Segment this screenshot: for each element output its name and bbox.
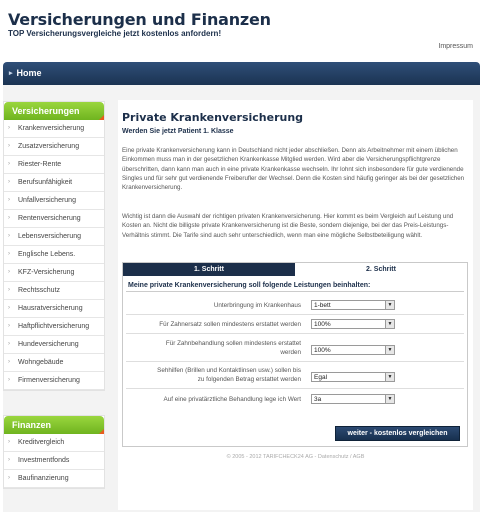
chevron-down-icon[interactable]: ▼: [385, 301, 394, 309]
sidebar-item-label: Haftpflichtversicherung: [18, 323, 90, 330]
sidebar-item[interactable]: [4, 246, 104, 264]
zahnersatz-select[interactable]: 100% ▼: [311, 319, 395, 329]
sidebar-item[interactable]: [4, 354, 104, 372]
chevron-right-icon: ›: [8, 287, 10, 293]
zahnbehandlung-select[interactable]: 100% ▼: [311, 345, 395, 355]
sidebar-item-label: Krankenversicherung: [18, 125, 85, 132]
site-header: [0, 0, 489, 58]
site-subtitle: TOP Versicherungsvergleiche jetzt kostenlos anfordern!: [8, 29, 222, 38]
chevron-right-icon: ›: [8, 341, 10, 347]
sidebar-item-label: Hundeversicherung: [18, 341, 79, 348]
chevron-right-icon: ›: [8, 323, 10, 329]
main-content: [118, 100, 473, 510]
chevron-right-icon: ›: [8, 457, 10, 463]
page-subtitle: Werden Sie jetzt Patient 1. Klasse: [122, 128, 234, 135]
sidebar-item-label: Wohngebäude: [18, 359, 64, 366]
sidebar-item[interactable]: [4, 300, 104, 318]
sidebar-item[interactable]: [4, 210, 104, 228]
row-divider: [126, 333, 464, 334]
chevron-right-icon: ›: [8, 143, 10, 149]
sidebar-versicherungen-title: Versicherungen: [4, 102, 104, 120]
chevron-right-icon: ›: [8, 251, 10, 257]
sidebar-item-label: Lebensversicherung: [18, 233, 82, 240]
sidebar-item[interactable]: [4, 264, 104, 282]
sidebar-item[interactable]: [4, 470, 104, 488]
chevron-right-icon: ›: [8, 125, 10, 131]
sidebar-item-label: Investmentfonds: [18, 457, 70, 464]
sidebar-item-label: Baufinanzierung: [18, 475, 69, 482]
submit-compare-button[interactable]: weiter - kostenlos vergleichen: [335, 426, 460, 441]
chevron-right-icon: ›: [8, 475, 10, 481]
row-divider: [126, 361, 464, 362]
form-divider: [126, 291, 464, 292]
sidebar-item-label: KFZ-Versicherung: [18, 269, 75, 276]
sidebar-item[interactable]: [4, 174, 104, 192]
chevron-right-icon: ›: [8, 197, 10, 203]
chevron-down-icon[interactable]: ▼: [385, 373, 394, 381]
unterbringung-select[interactable]: 1-bett ▼: [311, 300, 395, 310]
sidebar-item[interactable]: [4, 138, 104, 156]
chevron-right-icon: ›: [8, 215, 10, 221]
sidebar-item-label: Englische Lebens.: [18, 251, 76, 258]
sidebar-item-label: Firmenversicherung: [18, 377, 80, 384]
sidebar-item[interactable]: [4, 120, 104, 138]
sehhilfen-select[interactable]: Egal ▼: [311, 372, 395, 382]
chevron-down-icon[interactable]: ▼: [385, 395, 394, 403]
form-label: Auf eine privatärztliche Behandlung lege ich Wert: [163, 396, 301, 403]
tab-step-2[interactable]: 2. Schritt: [295, 263, 467, 276]
site-title[interactable]: Versicherungen und Finanzen: [8, 10, 271, 29]
sidebar-item-label: Riester-Rente: [18, 161, 62, 168]
sidebar-finanzen: [3, 415, 105, 489]
sidebar-item-label: Hausratversicherung: [18, 305, 83, 312]
form-steps: [123, 263, 467, 276]
form-label: Sehhilfen (Brillen und Kontaktlinsen usw.) sollen bis zu folgenden Betrag erstattet werden: [157, 367, 301, 384]
sidebar-item-label: Berufsunfähigkeit: [18, 179, 73, 186]
chevron-right-icon: ›: [8, 439, 10, 445]
sidebar-item[interactable]: [4, 372, 104, 390]
form-heading: Meine private Krankenversicherung soll folgende Leistungen beinhalten:: [128, 282, 371, 289]
sidebar-item[interactable]: [4, 228, 104, 246]
chevron-right-icon: ›: [8, 359, 10, 365]
sidebar-item[interactable]: [4, 192, 104, 210]
sidebar-item[interactable]: [4, 318, 104, 336]
nav-home-link[interactable]: [9, 68, 42, 78]
row-divider: [126, 314, 464, 315]
sidebar-item[interactable]: [4, 452, 104, 470]
nav-home-label: Home: [16, 68, 42, 78]
chevron-down-icon[interactable]: ▼: [385, 346, 394, 354]
chevron-right-icon: ›: [8, 233, 10, 239]
comparison-form: [122, 262, 468, 447]
sidebar-item[interactable]: [4, 336, 104, 354]
tab-step-1[interactable]: 1. Schritt: [123, 263, 295, 276]
intro-paragraph: Eine private Krankenversicherung kann in Deutschland nicht jeder abschließen. Denn als Arbeitnehmer mit einem üblichen Einkommen muss man in der gesetzlichen Krankenkasse Mitglied werden. Wird aber die Versicherungspflichtgrenze überschritten, dann kann man auch in eine private Krankenkasse wechseln. Ihr lohnt sich insbesondere für gute verdienende Singles und für sehr gut verdienende Freiberufler der Wechsel. Denn die Kosten sind häufig geringer als bei der gesetzlichen Krankenversicherung.: [122, 147, 465, 192]
chevron-down-icon[interactable]: ▼: [385, 320, 394, 328]
privatarzt-select[interactable]: 3a ▼: [311, 394, 395, 404]
sidebar-item[interactable]: [4, 156, 104, 174]
sidebar-item-label: Zusatzversicherung: [18, 143, 80, 150]
form-label: Unterbringung im Krankenhaus: [213, 302, 301, 309]
chevron-right-icon: ›: [8, 161, 10, 167]
form-label: Für Zahnbehandlung sollen mindestens erstattet werden: [165, 340, 301, 357]
selection-paragraph: Wichtig ist dann die Auswahl der richtigen privaten Krankenversicherung. Hier kommt es beim Vergleich auf Leistung und Kosten an. Nicht die billigste private Krankenversicherung ist die Beste, sondern diejenige, bei der das Preis-Leistungs-Verhältnis stimmt. Die Tarife sind auch sehr unterschiedlich, wenn man eine mögliche Selbstbeteiligung wählt.: [122, 213, 454, 239]
chevron-right-icon: ›: [8, 305, 10, 311]
sidebar-versicherungen: [3, 101, 105, 391]
impressum-link[interactable]: Impressum: [438, 43, 473, 50]
sidebar-item-label: Kreditvergleich: [18, 439, 65, 446]
chevron-right-icon: ›: [8, 179, 10, 185]
sidebar-finanzen-title: Finanzen: [4, 416, 104, 434]
chevron-right-icon: ›: [8, 377, 10, 383]
chevron-right-icon: ›: [8, 269, 10, 275]
form-label: Für Zahnersatz sollen mindestens erstattet werden: [159, 321, 301, 328]
arrow-right-icon: ▸: [9, 70, 13, 77]
main-navbar: [3, 62, 480, 85]
sidebar-item-label: Rentenversicherung: [18, 215, 81, 222]
row-divider: [126, 388, 464, 389]
sidebar-item-label: Unfallversicherung: [18, 197, 76, 204]
footer-text: © 2005 - 2012 TARIFCHECK24 AG - Datenschutz / AGB: [226, 454, 365, 460]
sidebar-item[interactable]: [4, 434, 104, 452]
sidebar-item-label: Rechtsschutz: [18, 287, 61, 294]
sidebar-item[interactable]: [4, 282, 104, 300]
page-title: Private Krankenversicherung: [122, 111, 304, 124]
